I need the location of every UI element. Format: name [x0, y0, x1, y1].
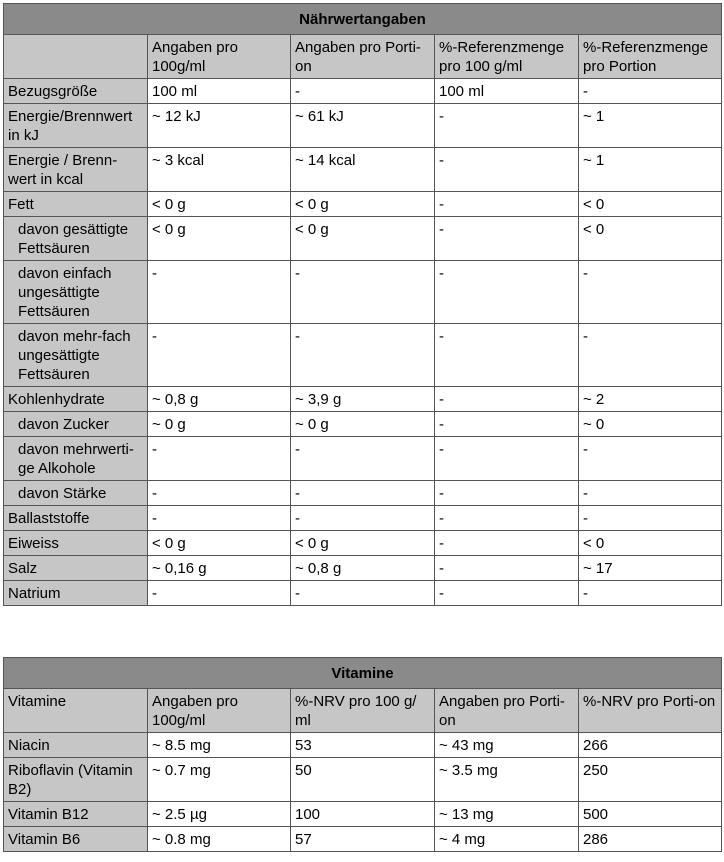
- vitamins-row: [4, 733, 722, 758]
- nutrition-row-value: -: [435, 556, 579, 581]
- nutrition-row-label: Eiweiss: [4, 531, 148, 556]
- nutrition-row-value: ~ 0,8 g: [148, 387, 291, 412]
- nutrition-row-label: davon mehr-fach ungesättigte Fettsäuren: [4, 324, 148, 387]
- nutrition-row-value: -: [579, 437, 722, 481]
- nutrition-row-label: Energie/Brennwert in kJ: [4, 104, 148, 148]
- nutrition-row: [4, 481, 722, 506]
- vitamins-table: [3, 657, 722, 852]
- nutrition-row-value: -: [435, 104, 579, 148]
- nutrition-row-value: -: [579, 481, 722, 506]
- nutrition-row-value: < 0 g: [291, 531, 435, 556]
- nutrition-row: [4, 531, 722, 556]
- nutrition-row-value: ~ 1: [579, 104, 722, 148]
- nutrition-row-value: -: [435, 324, 579, 387]
- vitamins-body: [4, 733, 722, 852]
- nutrition-row-value: -: [435, 531, 579, 556]
- vitamins-row-label: Riboflavin (Vitamin B2): [4, 758, 148, 802]
- vitamins-row: [4, 827, 722, 852]
- nutrition-row: [4, 324, 722, 387]
- nutrition-row-label: Natrium: [4, 581, 148, 606]
- nutrition-row-value: -: [291, 261, 435, 324]
- vitamins-header-row: [4, 689, 722, 733]
- vitamins-row-value: ~ 0.8 mg: [148, 827, 291, 852]
- vitamins-row-value: ~ 4 mg: [435, 827, 579, 852]
- nutrition-row: [4, 79, 722, 104]
- nutrition-row-value: -: [435, 192, 579, 217]
- nutrition-row-value: -: [435, 581, 579, 606]
- vitamins-title-row: [4, 658, 722, 689]
- nutrition-row-value: -: [435, 217, 579, 261]
- vitamins-row-value: 500: [579, 802, 722, 827]
- nutrition-row-label: Ballaststoffe: [4, 506, 148, 531]
- nutrition-table: [3, 3, 722, 606]
- nutrition-row-label: davon mehrwerti-ge Alkohole: [4, 437, 148, 481]
- vitamins-row-value: ~ 13 mg: [435, 802, 579, 827]
- vitamins-row-value: ~ 8.5 mg: [148, 733, 291, 758]
- vitamins-row-value: 57: [291, 827, 435, 852]
- nutrition-title-row: [4, 4, 722, 35]
- nutrition-row-value: ~ 2: [579, 387, 722, 412]
- nutrition-row: [4, 506, 722, 531]
- vitamins-row-label: Vitamin B12: [4, 802, 148, 827]
- nutrition-row-value: ~ 0 g: [291, 412, 435, 437]
- nutrition-row: [4, 148, 722, 192]
- nutrition-row-value: -: [148, 481, 291, 506]
- nutrition-row-value: -: [148, 324, 291, 387]
- nutrition-row-label: Bezugsgröße: [4, 79, 148, 104]
- nutrition-row-value: ~ 0,8 g: [291, 556, 435, 581]
- nutrition-row-value: ~ 0,16 g: [148, 556, 291, 581]
- vitamins-row-label: Vitamin B6: [4, 827, 148, 852]
- nutrition-row-value: -: [291, 437, 435, 481]
- nutrition-row: [4, 437, 722, 481]
- nutrition-row: [4, 217, 722, 261]
- nutrition-header-cell: %-Referenzmenge pro Portion: [579, 35, 722, 79]
- nutrition-row-value: -: [148, 581, 291, 606]
- nutrition-row-value: ~ 17: [579, 556, 722, 581]
- nutrition-row-value: < 0: [579, 217, 722, 261]
- vitamins-header-cell: %-NRV pro 100 g/ ml: [291, 689, 435, 733]
- nutrition-row-value: -: [148, 437, 291, 481]
- nutrition-header-row: [4, 35, 722, 79]
- nutrition-row-value: < 0 g: [148, 192, 291, 217]
- nutrition-header-cell: [4, 35, 148, 79]
- nutrition-row-value: -: [435, 437, 579, 481]
- nutrition-row-value: < 0 g: [291, 217, 435, 261]
- nutrition-row-value: ~ 14 kcal: [291, 148, 435, 192]
- nutrition-row-label: davon Stärke: [4, 481, 148, 506]
- vitamins-row-value: 53: [291, 733, 435, 758]
- nutrition-row-value: < 0 g: [148, 217, 291, 261]
- nutrition-row: [4, 412, 722, 437]
- nutrition-header-cell: Angaben pro 100g/ml: [148, 35, 291, 79]
- vitamins-title: Vitamine: [4, 658, 722, 689]
- vitamins-row-value: ~ 0.7 mg: [148, 758, 291, 802]
- nutrition-row: [4, 581, 722, 606]
- vitamins-header-cell: Angaben pro 100g/ml: [148, 689, 291, 733]
- nutrition-row-value: -: [435, 148, 579, 192]
- nutrition-row-value: -: [291, 481, 435, 506]
- nutrition-row-value: 100 ml: [435, 79, 579, 104]
- nutrition-row-value: < 0: [579, 192, 722, 217]
- nutrition-row-label: davon gesättigte Fettsäuren: [4, 217, 148, 261]
- vitamins-header-cell: %-NRV pro Porti-on: [579, 689, 722, 733]
- nutrition-row-value: -: [291, 79, 435, 104]
- vitamins-row-value: 286: [579, 827, 722, 852]
- nutrition-row: [4, 387, 722, 412]
- nutrition-title: Nährwertangaben: [4, 4, 722, 35]
- nutrition-row-value: < 0 g: [291, 192, 435, 217]
- nutrition-row-value: -: [148, 506, 291, 531]
- nutrition-row-value: -: [291, 506, 435, 531]
- vitamins-row-value: ~ 3.5 mg: [435, 758, 579, 802]
- nutrition-row-label: Energie / Brenn-wert in kcal: [4, 148, 148, 192]
- nutrition-row: [4, 192, 722, 217]
- nutrition-row-value: ~ 1: [579, 148, 722, 192]
- nutrition-row-label: Kohlenhydrate: [4, 387, 148, 412]
- nutrition-row-value: -: [435, 261, 579, 324]
- nutrition-row-value: ~ 3 kcal: [148, 148, 291, 192]
- nutrition-row-value: -: [435, 506, 579, 531]
- nutrition-row-value: -: [579, 581, 722, 606]
- nutrition-row-value: -: [291, 324, 435, 387]
- nutrition-row-value: -: [291, 581, 435, 606]
- nutrition-row-value: -: [148, 261, 291, 324]
- nutrition-row-label: Salz: [4, 556, 148, 581]
- nutrition-row-value: -: [435, 412, 579, 437]
- nutrition-row: [4, 556, 722, 581]
- nutrition-row-label: davon Zucker: [4, 412, 148, 437]
- vitamins-row-value: 266: [579, 733, 722, 758]
- vitamins-row: [4, 802, 722, 827]
- vitamins-row: [4, 758, 722, 802]
- nutrition-row: [4, 261, 722, 324]
- nutrition-row-value: -: [579, 506, 722, 531]
- nutrition-header-cell: Angaben pro Porti-on: [291, 35, 435, 79]
- nutrition-row-value: ~ 3,9 g: [291, 387, 435, 412]
- nutrition-row-value: -: [579, 79, 722, 104]
- nutrition-row-label: davon einfach ungesättigte Fettsäuren: [4, 261, 148, 324]
- nutrition-row-value: < 0: [579, 531, 722, 556]
- vitamins-header-cell: Angaben pro Porti-on: [435, 689, 579, 733]
- nutrition-row-value: ~ 61 kJ: [291, 104, 435, 148]
- vitamins-header-cell: Vitamine: [4, 689, 148, 733]
- nutrition-row-value: ~ 0: [579, 412, 722, 437]
- nutrition-row-value: < 0 g: [148, 531, 291, 556]
- nutrition-row-value: 100 ml: [148, 79, 291, 104]
- vitamins-row-value: ~ 43 mg: [435, 733, 579, 758]
- vitamins-row-value: 50: [291, 758, 435, 802]
- nutrition-row-value: -: [579, 261, 722, 324]
- nutrition-row-value: ~ 12 kJ: [148, 104, 291, 148]
- vitamins-row-value: ~ 2.5 µg: [148, 802, 291, 827]
- nutrition-row-value: -: [435, 387, 579, 412]
- vitamins-row-value: 100: [291, 802, 435, 827]
- nutrition-row: [4, 104, 722, 148]
- nutrition-row-label: Fett: [4, 192, 148, 217]
- nutrition-row-value: -: [579, 324, 722, 387]
- nutrition-row-value: ~ 0 g: [148, 412, 291, 437]
- nutrition-header-cell: %-Referenzmenge pro 100 g/ml: [435, 35, 579, 79]
- vitamins-row-label: Niacin: [4, 733, 148, 758]
- vitamins-row-value: 250: [579, 758, 722, 802]
- nutrition-body: [4, 79, 722, 606]
- nutrition-row-value: -: [435, 481, 579, 506]
